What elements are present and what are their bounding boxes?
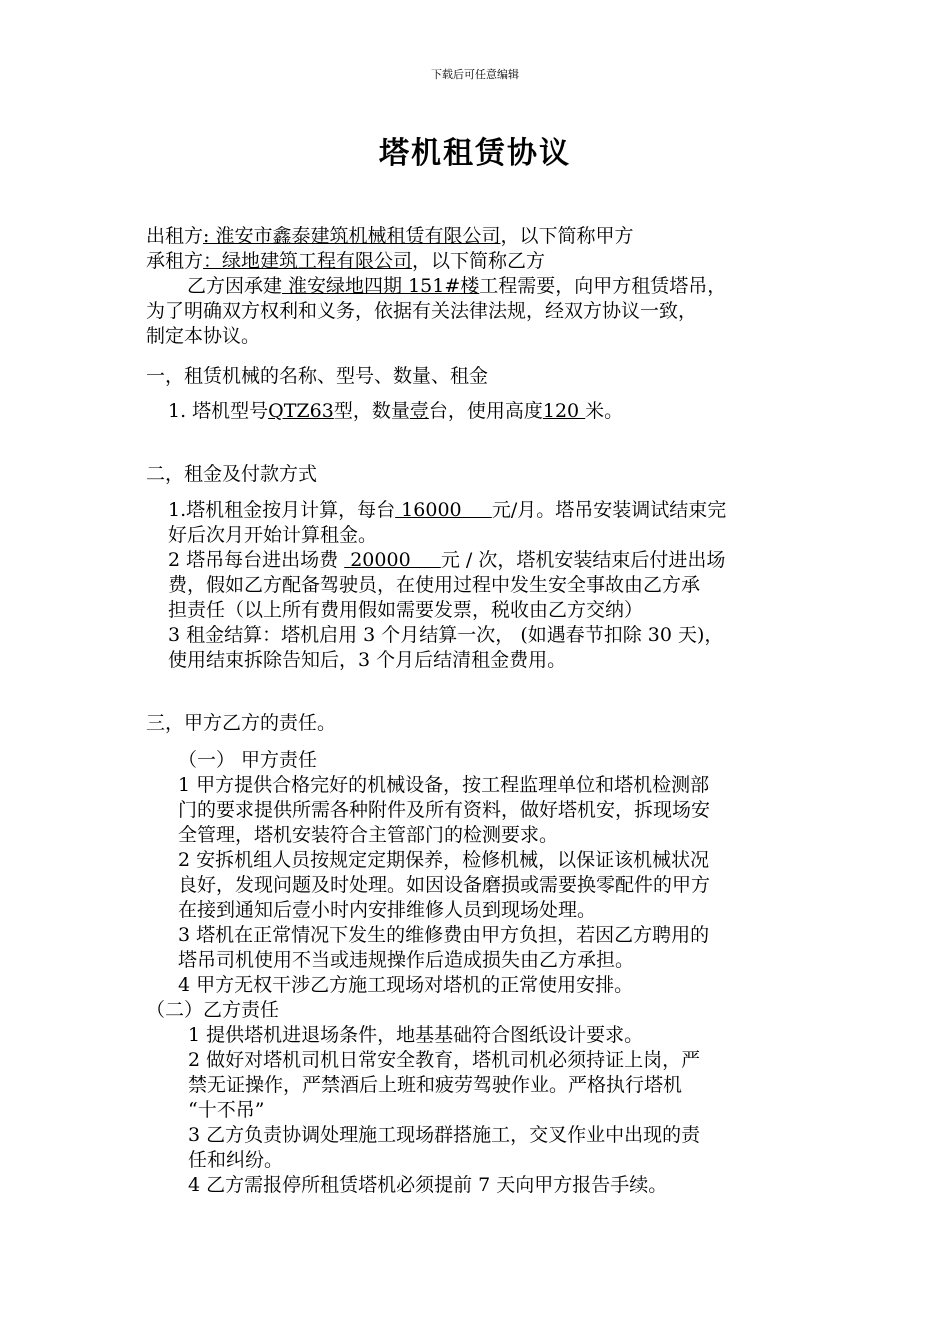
section-2-item-1 — [168, 498, 726, 522]
lessor-name: : 淮安市鑫泰建筑机械租赁有限公司 — [203, 225, 501, 247]
party-b-item-3-line-2: 任和纠纷。 — [188, 1149, 284, 1171]
text: 米。 — [585, 400, 624, 422]
tower-crane-model: QTZ63 — [268, 400, 334, 422]
crane-quantity: 壹 — [409, 400, 429, 422]
section-2-item-3: 3 租金结算：塔机启用 3 个月结算一次， (如遇春节扣除 30 天)， — [168, 624, 724, 646]
party-a-item-4: 4 甲方无权干涉乙方施工现场对塔机的正常使用安排。 — [178, 974, 634, 996]
section-2-item-2 — [168, 548, 725, 572]
party-b-heading: （二）乙方责任 — [146, 999, 280, 1021]
crane-height: 120 — [542, 400, 586, 422]
text: 台，使用高度 — [428, 400, 543, 422]
section-2-item-2-line-2: 费，假如乙方配备驾驶员，在使用过程中发生安全事故由乙方承 — [168, 574, 701, 596]
party-b-item-4: 4 乙方需报停所租赁塔机必须提前 7 天向甲方报告手续。 — [188, 1174, 668, 1196]
text: 型，数量 — [333, 400, 410, 422]
section-1-heading: 一，租赁机械的名称、型号、数量、租金 — [146, 365, 489, 387]
intro-line-1 — [187, 274, 726, 298]
section-1-item-1 — [168, 399, 623, 423]
party-b-item-1: 1 提供塔机进退场条件，地基基础符合图纸设计要求。 — [188, 1024, 644, 1046]
party-b-item-2-line-2: 禁无证操作，严禁酒后上班和疲劳驾驶作业。严格执行塔机 — [188, 1074, 683, 1096]
section-2-item-2-line-3: 担责任（以上所有费用假如需要发票，税收由乙方交纳） — [168, 599, 644, 621]
party-b-item-3: 3 乙方负责协调处理施工现场群搭施工，交叉作业中出现的责 — [188, 1124, 701, 1146]
intro-line-2: 为了明确双方权利和义务，依据有关法律法规，经双方协议一致， — [146, 300, 698, 322]
lessee-name: ：绿地建筑工程有限公司 — [203, 250, 413, 272]
party-a-item-1-line-2: 门的要求提供所需各种附件及所有资料，做好塔机安，拆现场安 — [178, 799, 711, 821]
party-a-item-1-line-3: 全管理，塔机安装符合主管部门的检测要求。 — [178, 824, 559, 846]
lessee-line — [146, 249, 545, 273]
lessor-suffix: ，以下简称甲方 — [500, 225, 634, 247]
party-b-item-2: 2 做好对塔机司机日常安全教育，塔机司机必须持证上岗，严 — [188, 1049, 701, 1071]
section-2-item-3-line-2: 使用结束拆除告知后，3 个月后结清租金费用。 — [168, 649, 567, 671]
party-a-item-2-line-2: 良好，发现问题及时处理。如因设备磨损或需要换零配件的甲方 — [178, 874, 711, 896]
section-3-heading: 三，甲方乙方的责任。 — [146, 712, 337, 734]
party-a-item-3: 3 塔机在正常情况下发生的维修费由甲方负担，若因乙方聘用的 — [178, 924, 710, 946]
lessee-suffix: ，以下简称乙方 — [412, 250, 546, 272]
text: 元/月。塔吊安装调试结束完 — [491, 499, 727, 521]
party-a-item-3-line-2: 塔吊司机使用不当或违规操作后造成损失由乙方承担。 — [178, 949, 635, 971]
party-a-item-1: 1 甲方提供合格完好的机械设备，按工程监理单位和塔机检测部 — [178, 774, 710, 796]
text: 元 / 次，塔机安装结束后付进出场 — [440, 549, 726, 571]
party-a-item-2-line-3: 在接到通知后壹小时内安排维修人员到现场处理。 — [178, 899, 597, 921]
lessor-label: 出租方 — [146, 225, 204, 247]
section-2-item-1-line-2: 好后次月开始计算租金。 — [168, 524, 378, 546]
lessor-line — [146, 224, 633, 248]
entry-exit-fee: 20000 — [344, 549, 441, 571]
party-b-item-2-line-3: “十不吊” — [188, 1099, 265, 1121]
lessee-label: 承租方 — [146, 250, 204, 272]
monthly-rent: 16000 — [395, 499, 492, 521]
intro-line-3: 制定本协议。 — [146, 325, 261, 347]
text: 1.塔机租金按月计算，每台 — [168, 499, 396, 521]
text: 2 塔吊每台进出场费 — [168, 549, 345, 571]
text: 1. 塔机型号 — [168, 400, 269, 422]
section-2-heading: 二，租金及付款方式 — [146, 463, 318, 485]
intro-text-a: 乙方因承建 — [187, 275, 283, 297]
party-a-item-2: 2 安拆机组人员按规定定期保养，检修机械，以保证该机械状况 — [178, 849, 710, 871]
page-header: 下载后可任意编辑 — [431, 68, 519, 81]
project-name: 淮安绿地四期 151#楼 — [282, 275, 480, 297]
party-a-heading: （一） 甲方责任 — [178, 749, 318, 771]
document-title: 塔机租赁协议 — [379, 136, 571, 171]
intro-text-b: 工程需要，向甲方租赁塔吊， — [479, 275, 727, 297]
